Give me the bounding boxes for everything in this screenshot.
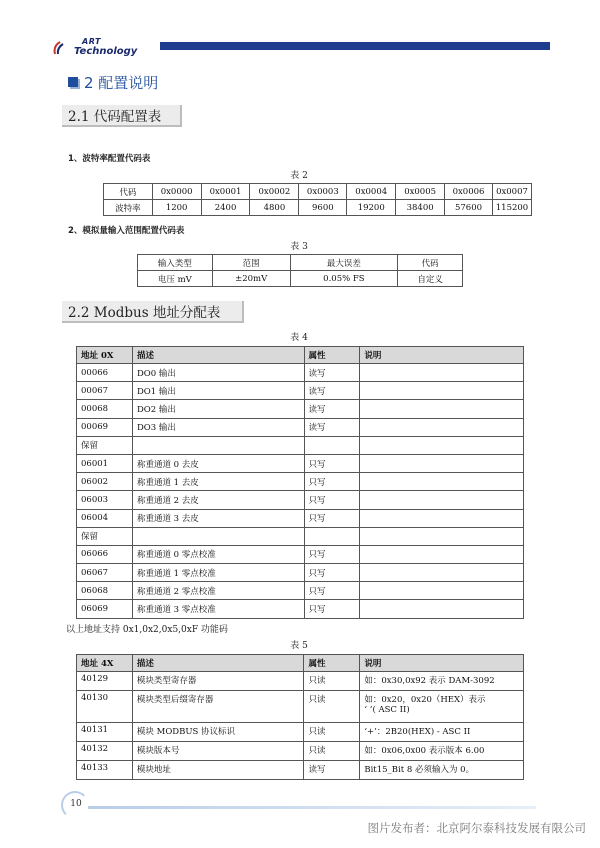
table-cell	[132, 527, 304, 545]
table-cell	[304, 527, 360, 545]
table-cell: 0x0006	[445, 184, 493, 200]
table-row	[77, 672, 524, 691]
table-cell: 只写	[304, 491, 360, 509]
column-header: 说明	[360, 655, 524, 672]
table-row	[104, 200, 532, 216]
subsection-title-2-1: 2.1 代码配置表	[62, 105, 182, 127]
table-cell: 06004	[77, 509, 133, 527]
table-cell: 如：0x30,0x92 表示 DAM-3092	[360, 672, 524, 691]
table-cell: 0.05% FS	[290, 271, 398, 287]
table-cell: 0x0002	[250, 184, 299, 200]
table-cell: 0x0001	[201, 184, 250, 200]
table-cell: DO3 输出	[132, 418, 304, 436]
table-cell: 只读	[304, 691, 360, 723]
subsection-title-2-2: 2.2 Modbus 地址分配表	[62, 301, 244, 323]
page-header	[52, 36, 552, 66]
table-cell: 代码	[398, 255, 463, 271]
logo-text-technology: Technology	[74, 46, 138, 57]
table-cell: 模块版本号	[132, 742, 304, 761]
column-header: 地址 0X	[77, 347, 133, 364]
table-header-row	[77, 655, 524, 672]
table-cell: 只写	[304, 473, 360, 491]
table-cell: 称重通道 2 零点校准	[132, 582, 304, 600]
table-row	[77, 691, 524, 723]
table-cell: 自定义	[398, 271, 463, 287]
table-cell	[360, 600, 524, 618]
table-cell: 模块地址	[132, 761, 304, 780]
table2-caption: 表 2	[290, 171, 308, 181]
table-cell: DO1 输出	[132, 382, 304, 400]
table-cell: 只写	[304, 454, 360, 472]
table-cell	[360, 509, 524, 527]
section-title: 2 配置说明	[84, 73, 159, 92]
table-cell: 读写	[304, 418, 360, 436]
table-row	[77, 418, 524, 436]
column-header: 地址 4X	[77, 655, 133, 672]
modbus-0x-table	[76, 346, 524, 619]
table-cell: 06068	[77, 582, 133, 600]
page-number: 10	[70, 799, 82, 809]
table-cell: 只写	[304, 545, 360, 563]
table-cell	[360, 436, 524, 454]
table-cell: 只写	[304, 564, 360, 582]
table-cell: 38400	[396, 200, 445, 216]
table-cell: 00067	[77, 382, 133, 400]
table-row	[77, 742, 524, 761]
table-cell: 06001	[77, 454, 133, 472]
table-cell: 只写	[304, 582, 360, 600]
table-cell: ±20mV	[212, 271, 290, 287]
table-cell: DO0 输出	[132, 364, 304, 382]
header-bar	[160, 42, 550, 50]
logo-text-art: ART	[82, 37, 101, 46]
table-cell: 06069	[77, 600, 133, 618]
baud-rate-table	[103, 183, 532, 216]
table-row	[77, 491, 524, 509]
section-bullet-icon	[68, 77, 78, 87]
table-cell: 保留	[77, 436, 133, 454]
column-header: 描述	[132, 347, 304, 364]
table-cell: 40131	[77, 723, 133, 742]
table-cell: 2400	[201, 200, 250, 216]
table-cell: 只读	[304, 742, 360, 761]
table-cell	[360, 454, 524, 472]
table-cell: 只写	[304, 600, 360, 618]
table-cell: 最大误差	[290, 255, 398, 271]
input-range-table	[137, 254, 463, 287]
table-cell: 波特率	[104, 200, 153, 216]
table-cell: 40130	[77, 691, 133, 723]
table-cell: 只读	[304, 672, 360, 691]
table-row	[77, 600, 524, 618]
table-cell: 57600	[445, 200, 493, 216]
table-cell	[360, 582, 524, 600]
table-cell	[360, 564, 524, 582]
table-row	[138, 271, 463, 287]
table-cell: 保留	[77, 527, 133, 545]
table-cell: 称重通道 1 零点校准	[132, 564, 304, 582]
table-cell	[360, 418, 524, 436]
column-header: 属性	[304, 347, 360, 364]
table-row	[77, 564, 524, 582]
table-cell: 电压 mV	[138, 271, 213, 287]
table-cell: 读写	[304, 382, 360, 400]
table-cell: DO2 输出	[132, 400, 304, 418]
table-row	[77, 527, 524, 545]
table-cell: 输入类型	[138, 255, 213, 271]
table-cell: 读写	[304, 364, 360, 382]
table-row	[77, 382, 524, 400]
table-cell: 0x0004	[347, 184, 396, 200]
table-cell: 称重通道 0 零点校准	[132, 545, 304, 563]
publisher-watermark: 图片发布者：北京阿尔泰科技发展有限公司	[367, 821, 586, 835]
table-cell: 只写	[304, 509, 360, 527]
table-cell	[360, 491, 524, 509]
table-cell: 19200	[347, 200, 396, 216]
table-cell: 0x0005	[396, 184, 445, 200]
table-cell: 称重通道 0 去皮	[132, 454, 304, 472]
section-heading	[68, 72, 158, 92]
table-cell: 模块类型后缀寄存器	[132, 691, 304, 723]
table-row	[77, 582, 524, 600]
table-cell: 称重通道 3 去皮	[132, 509, 304, 527]
table-row	[77, 400, 524, 418]
table5-caption: 表 5	[290, 641, 308, 651]
table-cell: 0x0007	[492, 184, 531, 200]
table-cell: 如：0x06,0x00 表示版本 6.00	[360, 742, 524, 761]
table-row	[77, 761, 524, 780]
table-cell	[360, 382, 524, 400]
table-cell: 称重通道 2 去皮	[132, 491, 304, 509]
table-cell	[132, 436, 304, 454]
table-cell: 00066	[77, 364, 133, 382]
table-cell: 只读	[304, 723, 360, 742]
table-cell: 称重通道 1 去皮	[132, 473, 304, 491]
table-cell	[360, 473, 524, 491]
paragraph-input-range: 2、模拟量输入范围配置代码表	[68, 226, 185, 236]
column-header: 说明	[360, 347, 524, 364]
table-row	[77, 364, 524, 382]
table-row	[77, 454, 524, 472]
modbus-4x-table	[76, 654, 524, 780]
table-cell	[360, 364, 524, 382]
table-cell: 9600	[299, 200, 347, 216]
table-cell: 范围	[212, 255, 290, 271]
table-cell: Bit15_Bit 8 必须输入为 0。	[360, 761, 524, 780]
table-cell: 06002	[77, 473, 133, 491]
table-cell: 06067	[77, 564, 133, 582]
table-cell: 40129	[77, 672, 133, 691]
company-logo	[52, 38, 162, 60]
table-cell	[360, 527, 524, 545]
table-cell: 代码	[104, 184, 153, 200]
table-cell: 1200	[152, 200, 201, 216]
table-row	[77, 473, 524, 491]
table-cell: 40132	[77, 742, 133, 761]
table-cell: 0x0000	[152, 184, 201, 200]
table-cell: 00069	[77, 418, 133, 436]
column-header: 属性	[304, 655, 360, 672]
table-cell: 模块 MODBUS 协议标识	[132, 723, 304, 742]
table-row	[138, 255, 463, 271]
table-row	[77, 436, 524, 454]
table-cell: 称重通道 3 零点校准	[132, 600, 304, 618]
function-code-note: 以上地址支持 0x1,0x2,0x5,0xF 功能码	[66, 625, 228, 635]
table-row	[77, 509, 524, 527]
table-cell: 读写	[304, 761, 360, 780]
table-cell: 40133	[77, 761, 133, 780]
table-cell: 模块类型寄存器	[132, 672, 304, 691]
column-header: 描述	[132, 655, 304, 672]
table-row	[77, 545, 524, 563]
logo-mark-icon	[52, 40, 68, 56]
table-cell: 0x0003	[299, 184, 347, 200]
table-cell: 读写	[304, 400, 360, 418]
table-cell: 06066	[77, 545, 133, 563]
table4-caption: 表 4	[290, 333, 308, 343]
table-cell	[360, 545, 524, 563]
table-cell	[304, 436, 360, 454]
table-row	[77, 723, 524, 742]
table-cell: 如：0x20，0x20（HEX）表示 ‘ ’( ASC II)	[360, 691, 524, 723]
table-cell: 115200	[492, 200, 531, 216]
table-cell: 06003	[77, 491, 133, 509]
table-header-row	[77, 347, 524, 364]
table3-caption: 表 3	[290, 242, 308, 252]
table-cell: ‘+’：2B20(HEX) - ASC II	[360, 723, 524, 742]
table-row	[104, 184, 532, 200]
paragraph-baud-rate: 1、波特率配置代码表	[68, 154, 151, 164]
table-cell: 00068	[77, 400, 133, 418]
footer-line	[88, 806, 536, 809]
table-cell	[360, 400, 524, 418]
table-cell: 4800	[250, 200, 299, 216]
